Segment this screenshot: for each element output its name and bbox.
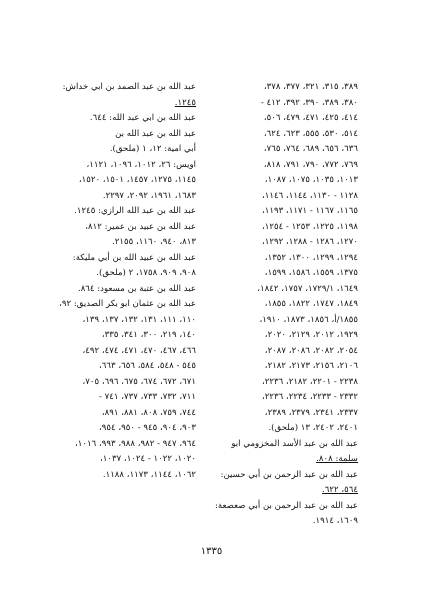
index-entry-name: أبي امية: ١٢، ١ (ملحق). [109,144,196,154]
index-line: ٥٤٥ - ٥٤٨، ٥٨٤، ٦٥٦، ٦٦٣، [99,361,196,371]
index-line: ١١٢٨ - ١١٣٠، ١١٤٤، ١١٤٦، [261,190,358,201]
index-line: ١٢٧٠، ١٢٨٦ - ١٢٨٨، ١٢٩٢، [261,237,358,247]
right-index-column [212,80,358,530]
index-line: ١٦٨٣، ١٩٦١، ٢٠٩٢، ٢٢٩٧. [102,190,196,201]
index-line: ٧٤٤، ٧٥٩، ٨٠٨، ٨٨١، ٨٩١، [101,407,196,418]
index-line: ١١٩٨، ١٢٢٥، ١٢٥٣ - ١٢٥٤، [261,221,358,232]
index-line: ١٠٢٠، ١٠٢٢ - ١٠٢٤، ١٠٣٧، [99,454,196,464]
index-entry-refs: سلمة: ٨٠٨. [316,454,358,464]
index-line: ٢٢٣٨ - ٢٢٠١، ٢١٨٢، ٢٢٣٦، [261,376,358,387]
index-entry-name: عبد الله بن عبد الصمد بن ابي خداش: [62,82,196,92]
index-entry-name: عبد الله بن عثمان ابو بكر الصديق: ٩٢، [59,299,196,309]
index-entry-name: عبد الله بن عبد الله الرازي: ١٢٤٥. [74,206,196,216]
index-line: ٨١٣، ٩٤٠، ١١٦٠، ٢١٥٥. [112,237,196,247]
index-line: ٩٦٤، ٩٤٧ - ٩٨٢، ٩٨٨، ٩٩٣، ١٠١٦، [75,438,196,449]
index-line: ٦٣٦، ٦٥٦، ٦٨٩، ٧٦٤، ٧٦٥، [263,144,358,154]
index-line: ١٩٢٩، ٢٠١٢، ٢١٢٩، ٢٠٢٠، [264,330,358,340]
index-line: ١٢٩٤، ١٢٩٩، ١٣٠٠، ١٣٥٢، [264,252,358,263]
page-number: ١٣٣٥ [200,546,223,557]
index-line: ٩٠٣، ٩٠٤، ٩٤٥ - ٩٥٠، ٩٥٤، [99,423,196,433]
index-line: ٧٦٩، ٧٧٢، ٧٩٠، ٧٩١، ٨١٨، [263,159,358,170]
index-line: ١٨٤٩، ١٧٤٧، ١٨٢٢، ١٨٥٥، [264,299,358,309]
index-entry-name: عبد الله بن عبد الرحمن بن أبي حسين: [220,469,358,480]
index-line: ١٠١٣، ١٠٣٥، ١٠٧٥، ١٠٨٧، [264,175,358,185]
index-line: ٤١٤، ٤٢٥، ٤٧١، ٤٧٩، ٥٠٦، [263,113,358,123]
index-line: ١٨٥٥/أ، ١٨٥٦، ١٨٧٣، ١٩١٠، [259,314,358,325]
index-entry-name: عبد الله بن عبد الله بن [115,128,196,139]
index-entry-name: عبد الله بن عبيد الله بن أبي مليكة: [72,252,196,263]
index-line: اويس: ٢٦، ١٠١٢، ١٠٩٦، ١١٢١، [86,159,196,170]
index-entry-name: عبد الله بن ابي عبد الله: ٦٤٤. [89,113,196,123]
index-line: ٢٤٠١، ٢٤٠٢، ١٣ (ملحق). [268,423,358,433]
index-line: ٥١٤، ٥٣٠، ٥٥٥، ٦٢٣، ٦٢٤، [263,128,358,139]
index-entry-refs: ١٦٠٩، ١٩١٤. [312,516,358,526]
index-entry-name: عبد الله بن عبد الرحمن بن أبي صعصعة: [215,500,358,511]
index-line: ١٠٦٢، ١١٤٤، ١١٧٣، ١١٨٨. [102,469,196,480]
index-entry-refs: ٥٦٤، ٦٢٢. [322,485,358,495]
index-line: ١١٦٥، ١١٦٧ - ١١٧١، ١١٩٣، [261,206,358,216]
index-line: ١٤٠، ٢١٩، ٣٠٠، ٣٤١، ٣٣٥، [101,330,196,340]
index-line: ٢١٠٦، ٢١٥٦، ٢١٧٣، ٢١٨٢، [264,361,358,371]
index-entry-name: عبد الله بن عبد الأسد المخزومي ابو [231,438,358,449]
index-line: ٧١١، ٧٣٢، ٧٣٣، ٧٣٧، ٧٤١ - [99,392,196,402]
index-line: ٣٨٩، ٣١٥، ٣٢١، ٣٧٧، ٣٧٨، [263,82,358,92]
index-line: ٦٧١، ٦٧٢، ٦٧٤، ٦٧٥، ٦٩٦، ٧٠٥، [82,376,196,387]
index-line: ١١٤٥، ١٢٧٥، ١٤٥٧، ١٥٠١، ١٥٢٠، [78,175,196,185]
index-entry-name: عبد الله بن عبيد بن عمير: ٨١٢، [85,221,196,232]
index-line: ١١٠، ١١١، ١٣١، ١٣٢، ١٣٧، ١٣٩، [82,314,196,325]
index-line: ٢٣٣٧، ٢٣٤١، ٢٣٧٩، ٢٣٨٩، [264,407,358,418]
index-entry-refs: ١٢٤٥. [174,97,196,108]
index-line: ١٣٧٥، ١٥٥٩، ١٥٨٦، ١٥٩٩، [264,268,358,278]
index-line: ٣٨٠، ٣٨٩، ٣٩٠، ٣٩٢، ٤١٢ - [261,97,358,108]
index-line: ٩٠٨، ٩٠٩، ١٧٥٨، ٢ (ملحق). [96,268,196,278]
index-line: ٢٣٣٢ - ٢٢٣٣، ٢٢٣٤، ٢٢٣٦، [261,392,358,402]
index-line: ٢٠٥٤، ٢٠٨٢، ٢٠٨٦، ٢٠٨٧، [264,345,358,356]
left-index-column [50,80,196,483]
index-line: ٤٦٦، ٤٦٧، ٤٧٠، ٤٧١، ٤٧٤، ٤٩٢، [82,345,196,356]
index-line: ١٦٤٩، ١٧٢٩/١، ١٧٥٧، ١٨٤٢، [257,283,358,294]
index-entry-name: عبد الله بن عتبة بن مسعود: ٨٦٤. [77,283,196,294]
